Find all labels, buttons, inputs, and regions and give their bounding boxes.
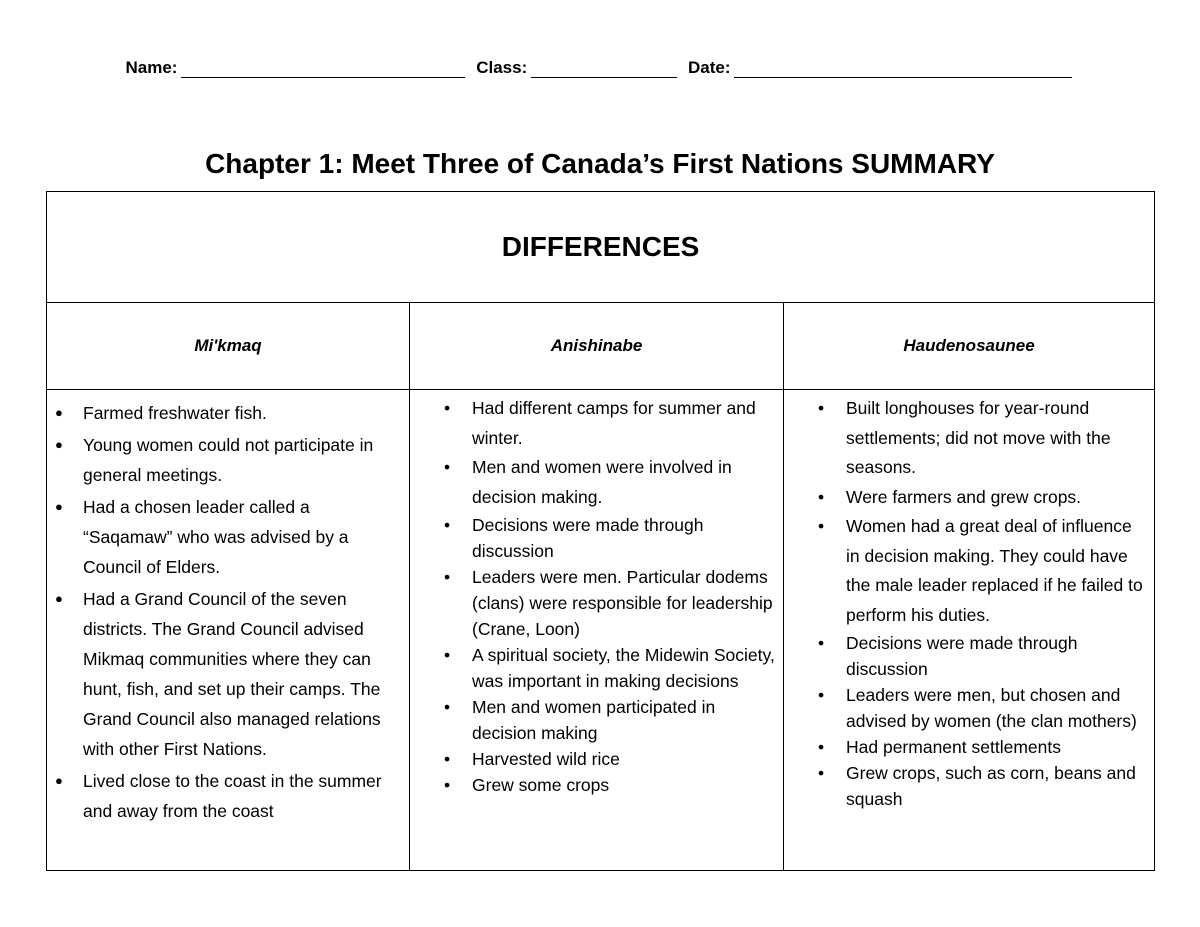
column-heading-mikmaq: Mi'kmaq <box>47 303 410 390</box>
differences-heading: DIFFERENCES <box>47 192 1155 303</box>
list-item: • Had permanent settlements <box>846 734 1146 760</box>
list-item: • Grew crops, such as corn, beans and squash <box>846 760 1146 812</box>
list-item: ● Lived close to the coast in the summer and away from the coast <box>83 766 401 826</box>
list-item: • Grew some crops <box>472 772 775 798</box>
name-label: Name: <box>125 58 178 77</box>
class-blank[interactable] <box>531 59 677 78</box>
list-item: ● Had a Grand Council of the seven districts. The Grand Council advised Mikmaq communities where they can hunt, fish, and set up their camps. The Grand Council also managed relations with other First Nations. <box>83 584 401 764</box>
list-item: • Men and women participated in decision making <box>472 694 775 746</box>
mikmaq-list <box>47 390 409 826</box>
list-item: • A spiritual society, the Midewin Society, was important in making decisions <box>472 642 775 694</box>
list-item: • Decisions were made through discussion <box>846 630 1146 682</box>
list-item: • Women had a great deal of influence in decision making. They could have the male leader replaced if he failed to perform his duties. <box>846 512 1146 630</box>
list-item: ● Had a chosen leader called a “Saqamaw” who was advised by a Council of Elders. <box>83 492 401 582</box>
list-item: • Had different camps for summer and winter. <box>472 394 775 453</box>
list-item: • Were farmers and grew crops. <box>846 483 1146 513</box>
list-item: ● Young women could not participate in general meetings. <box>83 430 401 490</box>
mikmaq-cell <box>47 390 410 871</box>
anishinabe-list <box>410 390 783 798</box>
date-label: Date: <box>687 58 731 77</box>
list-item: • Men and women were involved in decision making. <box>472 453 775 512</box>
anishinabe-cell <box>410 390 784 871</box>
list-item: • Built longhouses for year-round settlements; did not move with the seasons. <box>846 394 1146 483</box>
list-item: • Leaders were men. Particular dodems (clans) were responsible for leadership (Crane, Loon) <box>472 564 775 642</box>
column-heading-haudenosaunee: Haudenosaunee <box>784 303 1155 390</box>
list-item: • Leaders were men, but chosen and advised by women (the clan mothers) <box>846 682 1146 734</box>
summary-table <box>46 191 1155 871</box>
name-blank[interactable] <box>181 59 465 78</box>
page-title: Chapter 1: Meet Three of Canada’s First Nations SUMMARY <box>205 148 995 179</box>
haudenosaunee-list <box>784 390 1154 812</box>
date-blank[interactable] <box>734 59 1072 78</box>
haudenosaunee-cell <box>784 390 1155 871</box>
student-info-line <box>0 58 1200 78</box>
column-heading-anishinabe: Anishinabe <box>410 303 784 390</box>
list-item: • Harvested wild rice <box>472 746 775 772</box>
list-item: • Decisions were made through discussion <box>472 512 775 564</box>
class-label: Class: <box>476 58 528 77</box>
list-item: ● Farmed freshwater fish. <box>83 398 401 428</box>
